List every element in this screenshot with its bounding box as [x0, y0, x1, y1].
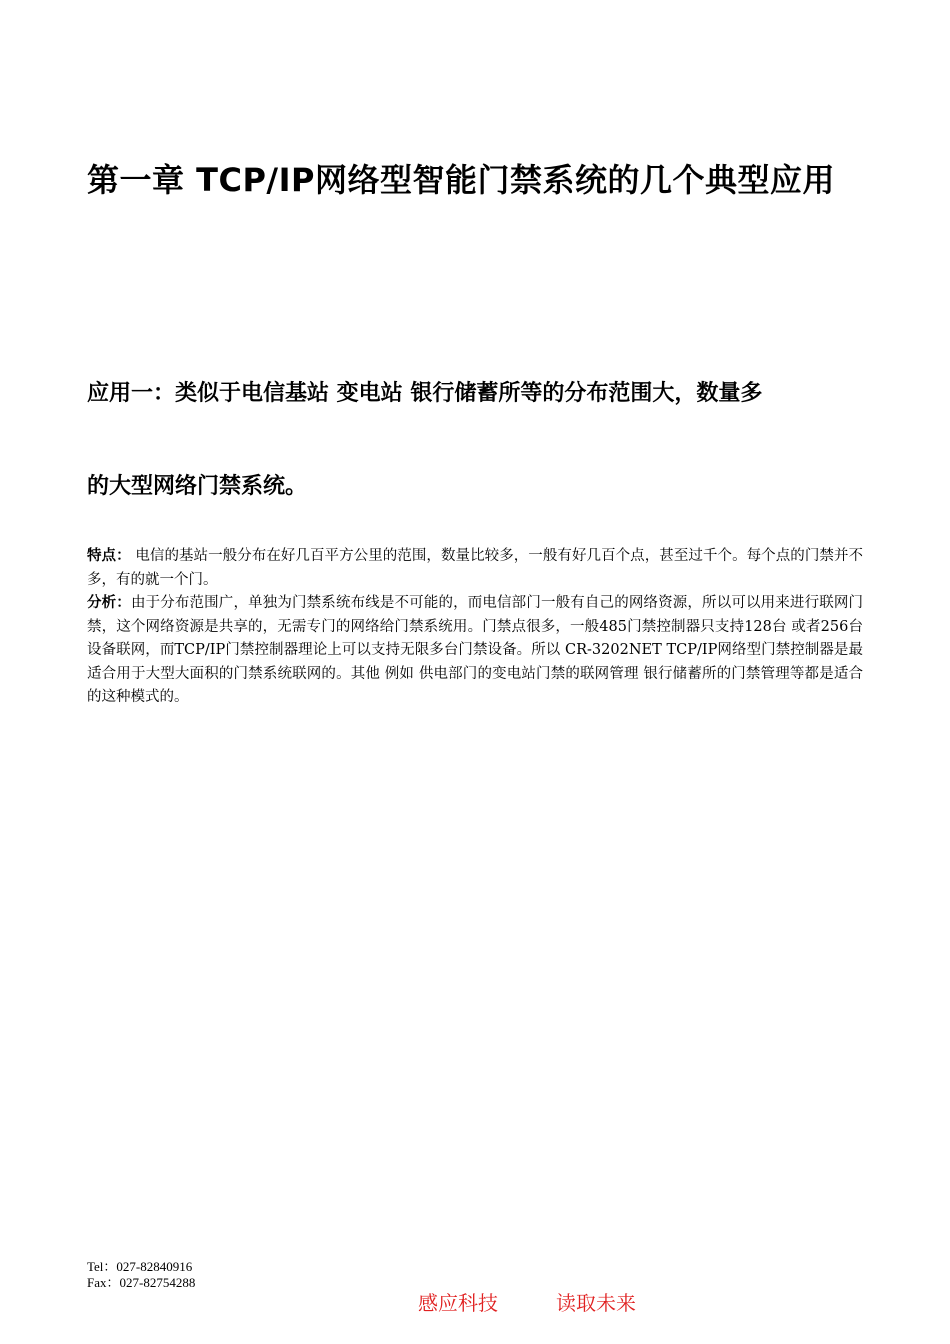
footer-fax: Fax：027-82754288 — [87, 1274, 196, 1290]
analysis-text: 由于分布范围广，单独为门禁系统布线是不可能的，而电信部门一般有自己的网络资源，所以可以用来进行联网门禁，这个网络资源是共享的，无需专门的网络给门禁系统用。门禁点很多，一般485门禁控制器只支持128台 或者256台设备联网，而TCP/IP门禁控制器理论上可以支持无限多台门禁设备。所以 CR-3202NET TCP/IP网络型门禁控制器是最适合用于大型大面积的门禁系统联网的。其他 例如 供电部门的变电站门禁的联网管理 银行储蓄所的门禁管理等都是适合的这种模式的。 — [87, 595, 864, 705]
body-text — [87, 545, 863, 710]
analysis-label: 分析： — [87, 595, 131, 611]
section-heading — [87, 370, 867, 511]
brand-slogan-right: 读取未来 — [556, 1291, 636, 1315]
features-text: 电信的基站一般分布在好几百平方公里的范围，数量比较多，一般有好几百个点，甚至过千个。每个点的门禁并不多，有的就一个门。 — [87, 548, 864, 588]
features-paragraph — [87, 545, 863, 592]
analysis-paragraph — [87, 592, 863, 710]
footer-brand-slogan — [418, 1287, 636, 1316]
footer-tel: Tel：027-82840916 — [87, 1259, 193, 1274]
section-heading-line2: 的大型网络门禁系统。 — [87, 474, 308, 499]
brand-slogan-left: 感应科技 — [418, 1291, 498, 1315]
section-heading-line1: 应用一：类似于电信基站 变电站 银行储蓄所等的分布范围大，数量多 — [87, 381, 763, 406]
chapter-title: 第一章 TCP/IP网络型智能门禁系统的几个典型应用 — [87, 161, 835, 199]
features-label: 特点： — [87, 548, 131, 564]
footer-contact — [87, 1259, 195, 1290]
